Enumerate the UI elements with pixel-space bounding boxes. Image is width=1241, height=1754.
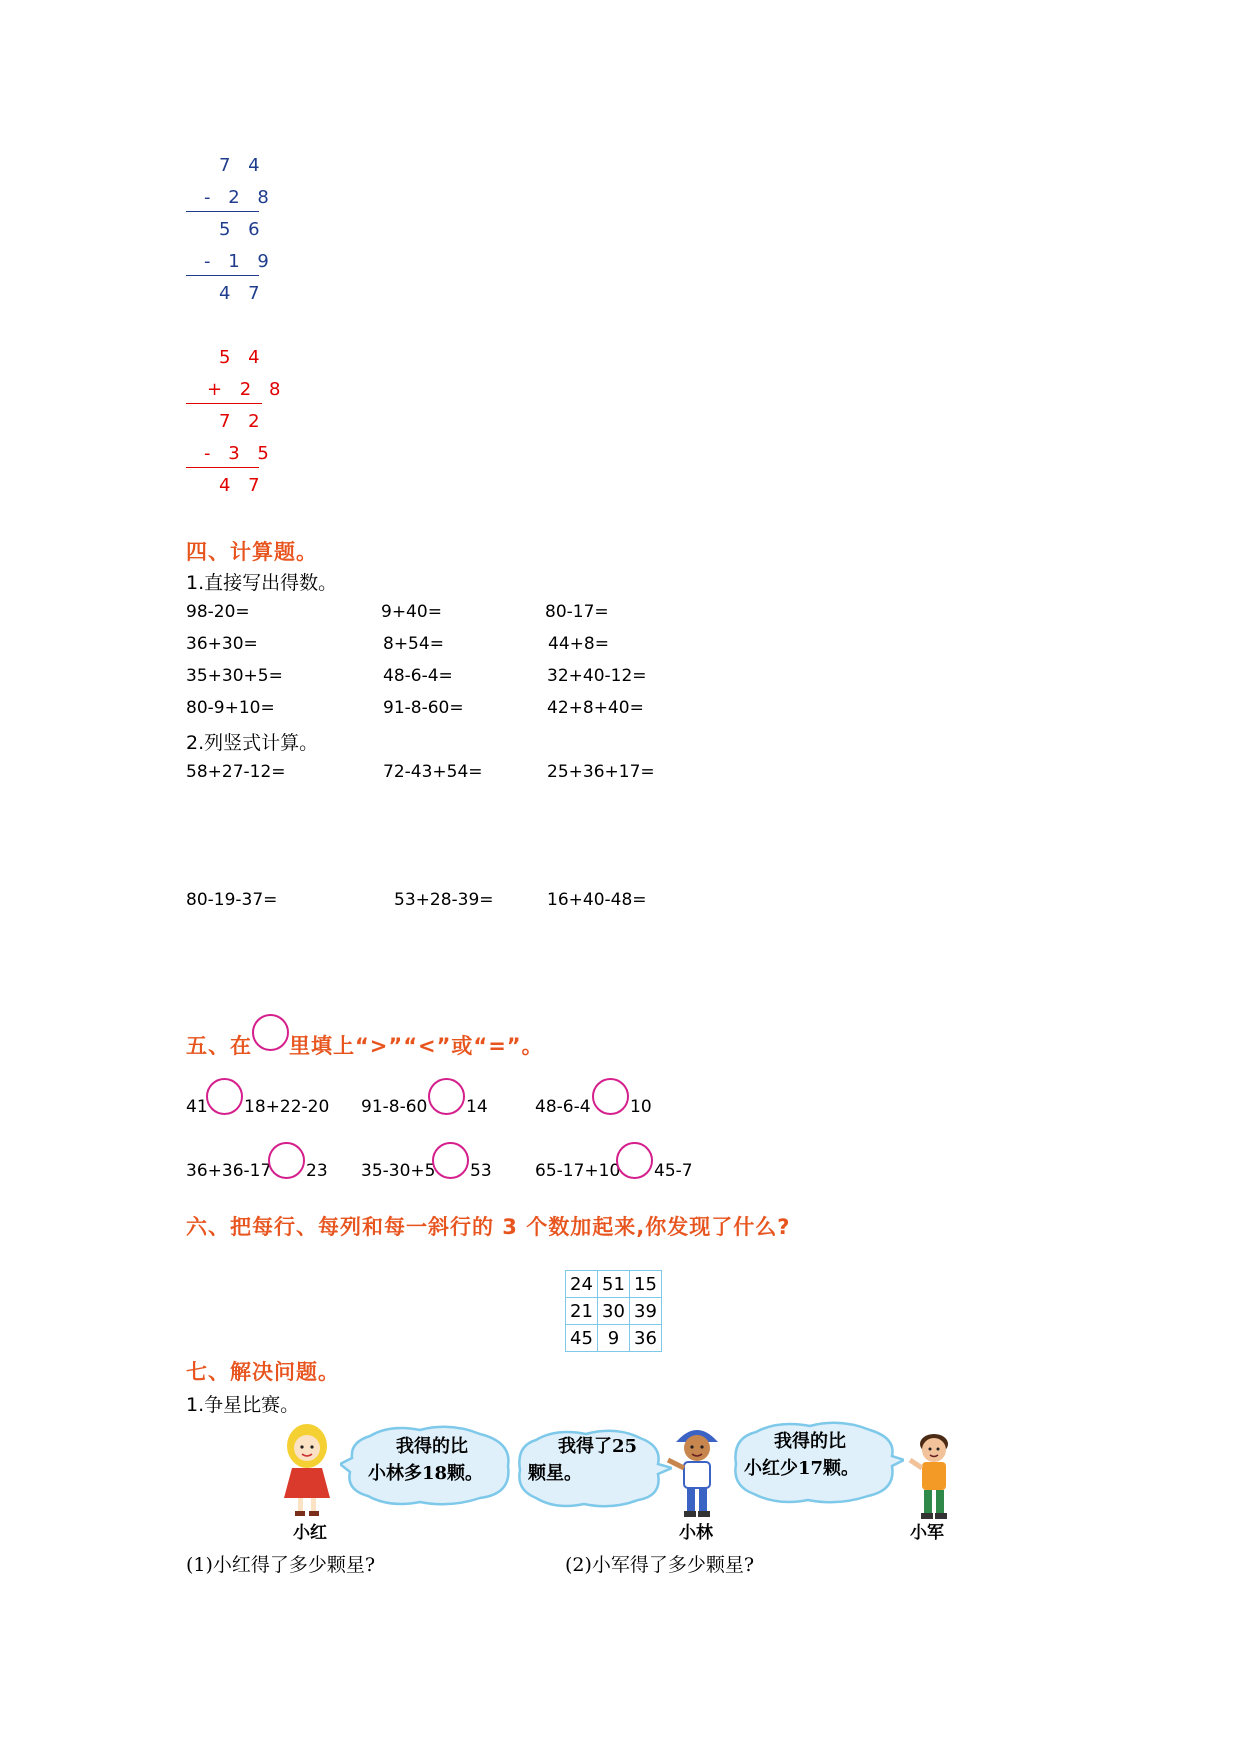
vcalc-row: 4 7 bbox=[219, 283, 266, 304]
grid-cell: 39 bbox=[630, 1298, 662, 1325]
name-xiaohong: 小红 bbox=[293, 1523, 327, 1543]
expression: 16+40-48= bbox=[547, 890, 647, 910]
vcalc-row: - 2 8 bbox=[204, 187, 275, 208]
vcalc-row: 5 4 bbox=[219, 347, 266, 368]
grid-cell: 51 bbox=[598, 1271, 630, 1298]
section6-title: 六、把每行、每列和每一斜行的 3 个数加起来,你发现了什么? bbox=[186, 1215, 791, 1239]
vcalc-line bbox=[186, 211, 259, 212]
compare-left: 91-8-60 bbox=[361, 1097, 428, 1117]
bubble-line: 小红少17颗。 bbox=[744, 1458, 860, 1479]
compare-circle-icon[interactable] bbox=[206, 1078, 243, 1115]
expression: 25+36+17= bbox=[547, 762, 655, 782]
girl-xiaohong-figure bbox=[272, 1420, 342, 1520]
compare-circle-icon[interactable] bbox=[268, 1142, 305, 1179]
grid-cell: 36 bbox=[630, 1325, 662, 1352]
vcalc-row: - 3 5 bbox=[204, 443, 275, 464]
grid-cell: 24 bbox=[566, 1271, 598, 1298]
section5-title-b: 里填上“>”“<”或“=”。 bbox=[289, 1034, 544, 1058]
bubble-text-xiaojun bbox=[744, 1428, 859, 1482]
name-xiaojun: 小军 bbox=[910, 1523, 944, 1543]
expression: 36+30= bbox=[186, 634, 258, 654]
blank-circle-icon bbox=[252, 1014, 289, 1051]
compare-circle-icon[interactable] bbox=[616, 1142, 653, 1179]
expression: 32+40-12= bbox=[547, 666, 647, 686]
compare-circle-icon[interactable] bbox=[432, 1142, 469, 1179]
bubble-line: 我得的比 bbox=[774, 1431, 846, 1452]
expression: 9+40= bbox=[381, 602, 442, 622]
bubble-line: 颗星。 bbox=[528, 1463, 582, 1484]
section7-sub1: 1.争星比赛。 bbox=[186, 1394, 300, 1416]
vcalc-line bbox=[186, 467, 259, 468]
boy-xiaolin-figure bbox=[662, 1418, 732, 1522]
compare-left: 35-30+5 bbox=[361, 1161, 436, 1181]
grid-cell: 30 bbox=[598, 1298, 630, 1325]
section4-sub1: 1.直接写出得数。 bbox=[186, 572, 338, 594]
expression: 80-17= bbox=[545, 602, 609, 622]
vcalc-row: 7 2 bbox=[219, 411, 266, 432]
expression: 80-19-37= bbox=[186, 890, 278, 910]
bubble-text-xiaohong bbox=[368, 1433, 483, 1487]
expression: 48-6-4= bbox=[383, 666, 453, 686]
compare-left: 36+36-17 bbox=[186, 1161, 272, 1181]
expression: 44+8= bbox=[548, 634, 609, 654]
grid-cell: 21 bbox=[566, 1298, 598, 1325]
grid-cell: 15 bbox=[630, 1271, 662, 1298]
compare-right: 23 bbox=[306, 1161, 328, 1181]
section4-title: 四、计算题。 bbox=[186, 540, 318, 564]
name-xiaolin: 小林 bbox=[679, 1523, 713, 1543]
section4-sub2: 2.列竖式计算。 bbox=[186, 732, 319, 754]
expression: 91-8-60= bbox=[383, 698, 464, 718]
compare-left: 41 bbox=[186, 1097, 208, 1117]
compare-left: 48-6-4 bbox=[535, 1097, 591, 1117]
expression: 53+28-39= bbox=[394, 890, 494, 910]
compare-circle-icon[interactable] bbox=[428, 1078, 465, 1115]
expression: 58+27-12= bbox=[186, 762, 286, 782]
compare-right: 45-7 bbox=[654, 1161, 693, 1181]
vcalc-row: 4 7 bbox=[219, 475, 266, 496]
compare-circle-icon[interactable] bbox=[592, 1078, 629, 1115]
magic-square bbox=[565, 1270, 662, 1352]
bubble-line: 我得的比 bbox=[396, 1436, 468, 1457]
expression: 72-43+54= bbox=[383, 762, 483, 782]
vcalc-row: 5 6 bbox=[219, 219, 266, 240]
section7-title: 七、解决问题。 bbox=[186, 1360, 340, 1384]
compare-right: 14 bbox=[466, 1097, 488, 1117]
bubble-line: 小林多18颗。 bbox=[368, 1463, 484, 1484]
compare-right: 10 bbox=[630, 1097, 652, 1117]
expression: 8+54= bbox=[383, 634, 444, 654]
expression: 35+30+5= bbox=[186, 666, 283, 686]
vcalc-row: 7 4 bbox=[219, 155, 266, 176]
bubble-line: 我得了25 bbox=[558, 1436, 638, 1457]
compare-right: 18+22-20 bbox=[244, 1097, 330, 1117]
expression: 98-20= bbox=[186, 602, 250, 622]
grid-cell: 45 bbox=[566, 1325, 598, 1352]
vcalc-line bbox=[186, 403, 262, 404]
grid-cell: 9 bbox=[598, 1325, 630, 1352]
compare-left: 65-17+10 bbox=[535, 1161, 621, 1181]
question-2: (2)小军得了多少颗星? bbox=[565, 1554, 755, 1576]
bubble-text-xiaolin bbox=[528, 1433, 637, 1487]
section5-title-a: 五、在 bbox=[186, 1034, 252, 1058]
vcalc-line bbox=[186, 275, 259, 276]
expression: 80-9+10= bbox=[186, 698, 275, 718]
compare-right: 53 bbox=[470, 1161, 492, 1181]
vcalc-row: + 2 8 bbox=[207, 379, 287, 400]
vcalc-row: - 1 9 bbox=[204, 251, 275, 272]
expression: 42+8+40= bbox=[547, 698, 644, 718]
question-1: (1)小红得了多少颗星? bbox=[186, 1554, 376, 1576]
boy-xiaojun-figure bbox=[904, 1424, 964, 1524]
